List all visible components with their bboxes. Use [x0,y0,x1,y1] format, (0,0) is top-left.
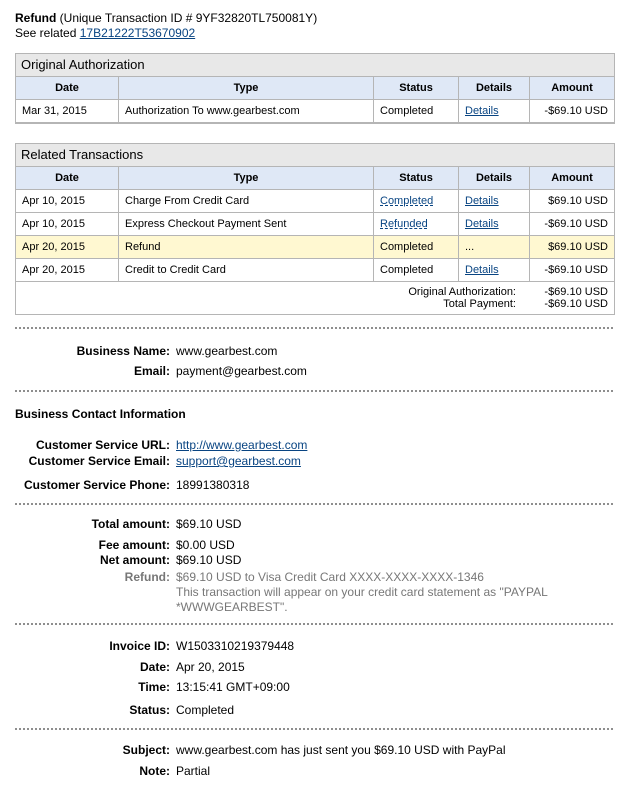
related-transactions-panel [15,143,615,315]
cell-details [459,213,530,236]
table-row-current [16,236,614,259]
cell-status: Completed [374,236,459,259]
column-header: Details [459,167,530,190]
refund-line-2: This transaction will appear on your credit card statement as "PAYPAL [176,585,548,599]
net-amount-label: Net amount: [100,553,170,567]
cell-type: Authorization To www.gearbest.com [119,100,374,123]
time-value: 13:15:41 GMT+09:00 [176,680,290,694]
note-value: Partial [176,764,211,778]
cell-date: Apr 20, 2015 [16,236,119,259]
business-email-label: Email: [133,364,170,378]
status-value: Completed [176,703,235,717]
business-email-value: payment@gearbest.com [176,364,307,378]
original-authorization-total-label: Original Authorization: [408,286,516,298]
cell-type: Express Checkout Payment Sent [119,213,374,236]
total-amount-label: Total amount: [91,517,170,531]
cell-date: Apr 20, 2015 [16,259,119,282]
table-row [16,259,614,282]
divider [15,503,613,505]
business-contact-heading: Business Contact Information [15,407,186,421]
transaction-header [15,11,317,41]
customer-service-email-link[interactable]: support@gearbest.com [176,454,301,468]
original-authorization-panel [15,53,615,124]
customer-service-phone-value: 18991380318 [176,478,250,492]
table-header-row [16,77,614,100]
customer-service-url-link[interactable]: http://www.gearbest.com [176,438,308,452]
total-amount-value: $69.10 USD [176,517,242,531]
column-header: Amount [530,77,615,100]
customer-service-url-label: Customer Service URL: [35,438,170,452]
total-payment-value: -$69.10 USD [544,298,608,310]
refund-line-1: $69.10 USD to Visa Credit Card XXXX-XXXX-XXXX-1346 [176,570,484,584]
divider [15,623,613,625]
business-name-label: Business Name: [76,344,170,358]
column-header: Date [16,167,119,190]
cell-type: Credit to Credit Card [119,259,374,282]
status-refunded-link[interactable]: Refunded [380,218,428,230]
transaction-id: 9YF32820TL750081Y [195,11,314,25]
details-link[interactable]: Details [465,195,499,207]
column-header: Status [374,167,459,190]
transaction-title: Refund [15,11,57,25]
refund-line-3: *WWWGEARBEST". [176,600,288,614]
divider [15,728,613,730]
cell-date: Apr 10, 2015 [16,213,119,236]
cell-details [459,190,530,213]
cell-amount: -$69.10 USD [530,100,615,123]
column-header: Details [459,77,530,100]
date-label: Date: [139,660,170,674]
status-label: Status: [129,703,170,717]
fee-amount-label: Fee amount: [98,538,170,552]
cell-status: Completed [374,100,459,123]
details-link[interactable]: Details [465,264,499,276]
cell-status [374,190,459,213]
column-header: Amount [530,167,615,190]
table-row [16,213,614,236]
related-transactions-table [16,167,614,282]
divider [15,390,613,392]
table-row [16,100,614,123]
subject-value: www.gearbest.com has just sent you $69.10 USD with PayPal [176,743,506,757]
note-label: Note: [139,764,170,778]
totals-summary [16,282,614,314]
cell-amount: $69.10 USD [530,190,615,213]
date-value: Apr 20, 2015 [176,660,245,674]
table-header-row [16,167,614,190]
related-transactions-caption: Related Transactions [16,144,614,167]
column-header: Status [374,77,459,100]
cell-details [459,259,530,282]
cell-status [374,213,459,236]
original-authorization-total-value: -$69.10 USD [544,286,608,298]
customer-service-email-label: Customer Service Email: [28,454,170,468]
time-label: Time: [138,680,170,694]
cell-type: Refund [119,236,374,259]
cell-type: Charge From Credit Card [119,190,374,213]
transaction-id-prefix: (Unique Transaction ID # [59,11,196,25]
cell-status: Completed [374,259,459,282]
transaction-id-suffix: ) [313,11,318,25]
total-payment-label: Total Payment: [443,298,516,310]
original-authorization-table [16,77,614,123]
details-link[interactable]: Details [465,105,499,117]
net-amount-value: $69.10 USD [176,553,242,567]
cell-date: Mar 31, 2015 [16,100,119,123]
cell-amount: $69.10 USD [530,236,615,259]
status-completed-link[interactable]: Completed [380,195,434,207]
business-name-value: www.gearbest.com [176,344,278,358]
column-header: Date [16,77,119,100]
column-header: Type [119,167,374,190]
customer-service-phone-label: Customer Service Phone: [23,478,170,492]
invoice-id-value: W1503310219379448 [176,639,295,653]
refund-label: Refund: [124,570,170,584]
column-header: Type [119,77,374,100]
table-row [16,190,614,213]
fee-amount-value: $0.00 USD [176,538,235,552]
invoice-id-label: Invoice ID: [109,639,170,653]
cell-amount: -$69.10 USD [530,213,615,236]
divider [15,327,613,329]
cell-details: ... [459,236,530,259]
details-link[interactable]: Details [465,218,499,230]
cell-date: Apr 10, 2015 [16,190,119,213]
original-authorization-caption: Original Authorization [16,54,614,77]
subject-label: Subject: [122,743,170,757]
see-related-label: See related [15,26,80,40]
cell-amount: -$69.10 USD [530,259,615,282]
cell-details [459,100,530,123]
related-transaction-link[interactable]: 17B21222T53670902 [79,26,196,40]
